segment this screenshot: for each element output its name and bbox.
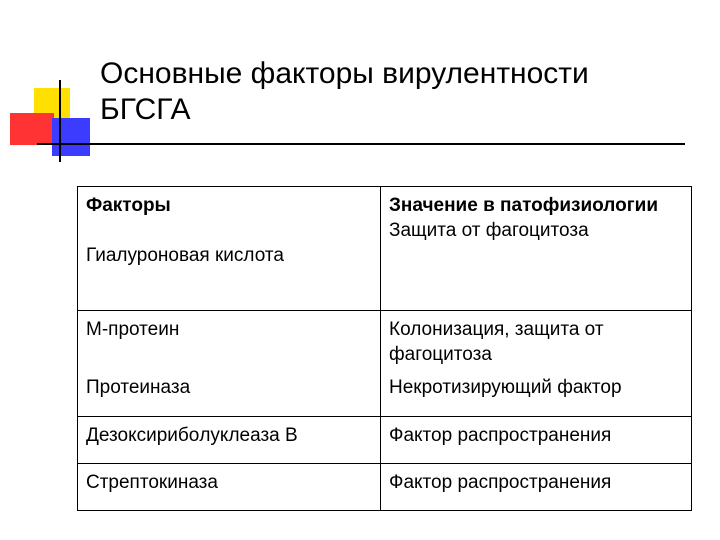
table-cell-factor — [78, 311, 381, 417]
table-cell-meaning — [381, 311, 692, 417]
slide-title-line-1: Основные факторы вирулентности — [100, 57, 589, 90]
factor-hyaluronic-acid: Гиалуроновая кислота — [86, 245, 284, 266]
table-cell-factor — [78, 187, 381, 311]
meaning-proteinase: Некротизирующий фактор — [389, 377, 622, 398]
decor-vertical-line — [59, 80, 61, 162]
factor-proteinase: Протеиназа — [86, 377, 191, 398]
table-row — [78, 187, 692, 311]
meaning-m-protein: Колонизация, защита от фагоцитоза — [389, 319, 604, 365]
virulence-factors-table — [77, 186, 692, 511]
meaning-hyaluronic-acid: Защита от фагоцитоза — [389, 220, 589, 241]
factor-m-protein: М-протеин — [86, 319, 180, 340]
slide-title-line-2: БГСГА — [100, 93, 191, 126]
header-factors: Факторы — [86, 195, 171, 216]
decor-red-square — [10, 113, 54, 145]
meaning-dnase-b: Фактор распространения — [381, 417, 692, 464]
table-row — [78, 311, 692, 417]
factor-streptokinase: Стрептокиназа — [78, 464, 381, 511]
slide-title — [100, 56, 680, 128]
table-row — [78, 464, 692, 511]
table-cell-meaning — [381, 187, 692, 311]
meaning-streptokinase: Фактор распространения — [381, 464, 692, 511]
header-meaning: Значение в патофизиологии — [389, 195, 658, 216]
table-row — [78, 417, 692, 464]
decor-blue-square — [52, 118, 90, 156]
factor-dnase-b: Дезоксирибoлуклеаза B — [78, 417, 381, 464]
title-underline — [37, 143, 685, 145]
